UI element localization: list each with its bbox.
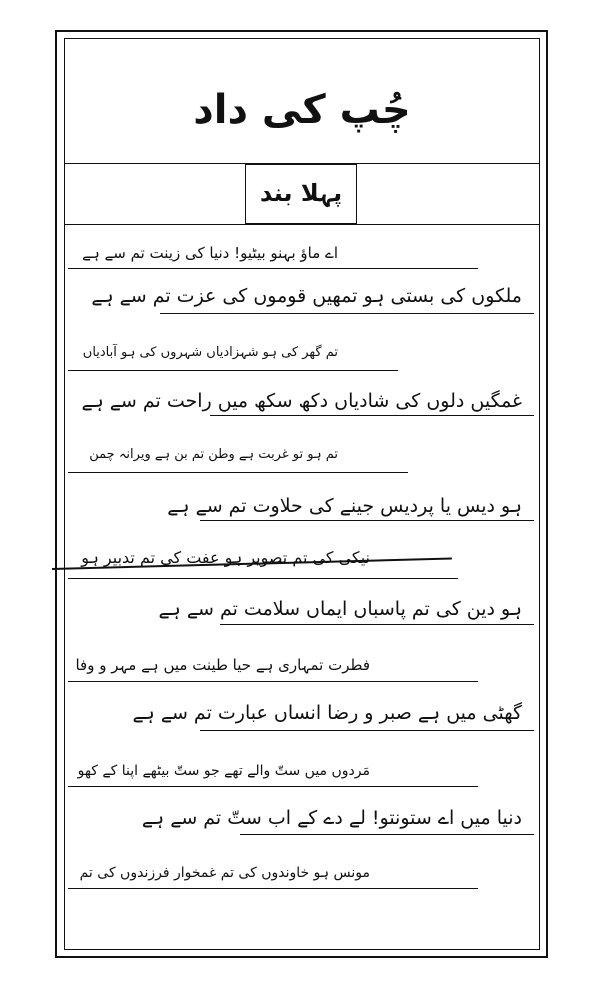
rule-2	[160, 313, 534, 314]
verse-line-12: دنیا میں اے ستونتو! لے دے کے اب ستّ تم سے ہے	[141, 807, 522, 829]
rule-4	[210, 415, 534, 416]
verse-line-8: ہو دین کی تم پاسباں ایماں سلامت تم سے ہے	[158, 598, 522, 620]
rule-12	[240, 834, 534, 835]
rule-3	[68, 370, 398, 371]
rule-10	[200, 730, 534, 731]
rule-13	[68, 888, 478, 889]
verse-line-13: مونس ہو خاوندوں کی تم غمخوار فرزندوں کی تم	[79, 865, 370, 881]
rule-6	[200, 520, 534, 521]
rule-9	[68, 681, 478, 682]
section-heading: پہلا بند	[245, 164, 357, 224]
verse-line-5: تم ہو تو غربت ہے وطن تم بن ہے ویرانہ چمن	[89, 447, 338, 462]
rule-5	[68, 472, 408, 473]
poem-title: چُپ کی داد	[193, 87, 411, 133]
verse-line-1: اے ماؤ بہنو بیٹیو! دنیا کی زینت تم سے ہے	[82, 244, 338, 262]
rule-11	[68, 786, 478, 787]
verse-line-7: نیکی کی تم تصویر ہو عفت کی تم تدبیر ہو	[81, 548, 370, 567]
verse-line-2: ملکوں کی بستی ہو تمھیں قوموں کی عزت تم سے ہے	[91, 285, 522, 307]
verse-line-11: مَردوں میں ستّ والے تھے جو ستّ بیٹھے اپنا کے کھو	[77, 763, 370, 779]
rule-8	[220, 624, 534, 625]
verse-line-3: تم گھر کی ہو شہزادیاں شہروں کی ہو آبادیاں	[82, 345, 338, 360]
rule-7	[68, 578, 458, 579]
verse-line-6: ہو دیس یا پردیس جینے کی حلاوت تم سے ہے	[167, 495, 522, 517]
section-divider	[64, 224, 540, 225]
verse-line-9: فطرت تمہاری ہے حیا طینت میں ہے مہر و وفا	[75, 656, 370, 674]
verse-line-4: غمگیں دلوں کی شادیاں دکھ سکھ میں راحت تم سے ہے	[81, 390, 522, 412]
rule-1	[68, 268, 478, 269]
verse-line-10: گھٹی میں ہے صبر و رضا انساں عبارت تم سے ہے	[132, 702, 522, 724]
